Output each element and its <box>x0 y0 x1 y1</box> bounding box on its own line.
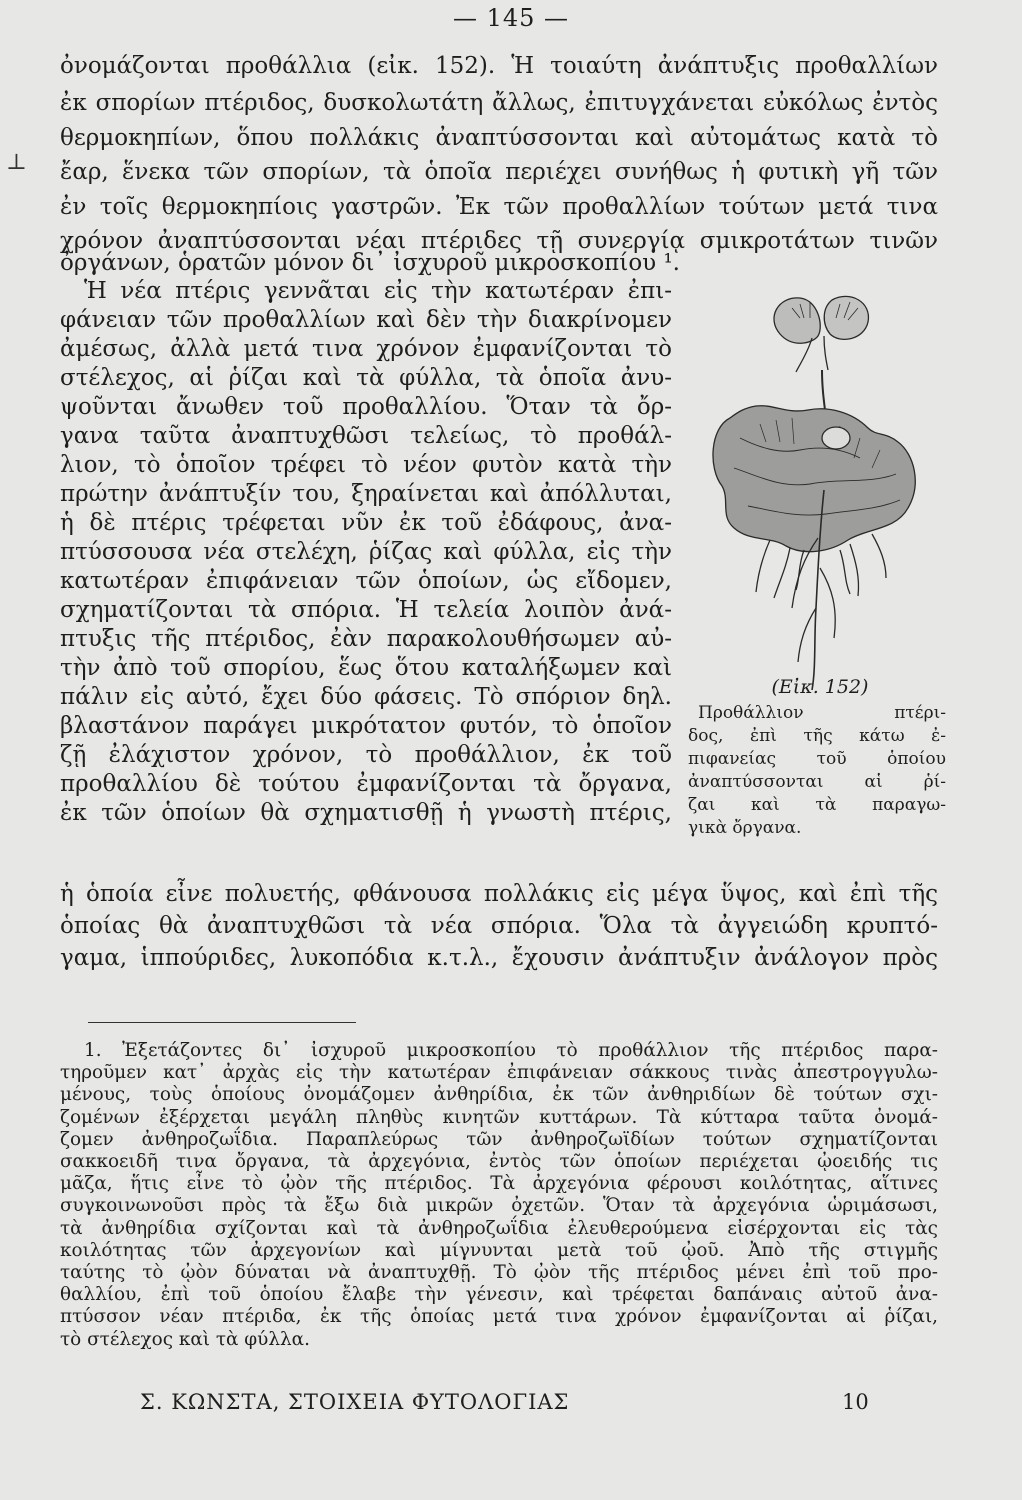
top-line: ὀργάνων, ὁρατῶν μόνον δι᾽ ἰσχυροῦ μικροσκοπίου ¹. <box>60 250 680 276</box>
caption-line: δος, ἐπὶ τῆς κάτω ἐ- <box>688 726 946 746</box>
figure-label: (Εἰκ. 152) <box>771 676 869 698</box>
column-line: ἐκ τῶν ὁποίων θὰ σχηματισθῇ ἡ γνωστὴ πτέρις, <box>60 800 672 826</box>
footnote-line: σακκοειδῆ τινα ὄργανα, τὰ ἀρχεγόνια, ἐντὸς τῶν ὁποίων περιέχεται ᾠοειδής τις <box>60 1151 938 1173</box>
prothallium-engraving <box>700 278 936 698</box>
footnote-line: ταύτης τὸ ᾠὸν δύναται νὰ ἀναπτυχθῇ. Τὸ ᾠὸν τῆς πτέριδος μένει ἐπὶ τοῦ προ- <box>60 1262 938 1284</box>
running-title: Σ. ΚΩΝΣΤΑ, ΣΤΟΙΧΕΙΑ ΦΥΤΟΛΟΓΙΑΣ <box>140 1390 570 1414</box>
footnote-line: μᾶζα, ἥτις εἶνε τὸ ᾠὸν τῆς πτέριδος. Τὰ ἀρχεγόνια φέρουσι κοιλότητας, αἵτινες <box>60 1173 938 1195</box>
bottom-line: ἡ ὁποία εἶνε πολυετής, φθάνουσα πολλάκις εἰς μέγα ὕψος, καὶ ἐπὶ τῆς <box>60 881 938 907</box>
column-line: κατωτέραν ἐπιφάνειαν τῶν ὁποίων, ὡς εἴδομεν, <box>60 568 672 594</box>
top-line: χρόνον ἀναπτύσσονται νέαι πτέριδες τῇ συνεργίᾳ σμικροτάτων τινῶν <box>60 228 938 254</box>
caption-line: ζαι καὶ τὰ παραγω- <box>688 795 946 815</box>
page-number: — 145 — <box>452 4 570 32</box>
footnote-line: ζομεν ἀνθηροζωΐδια. Παραπλεύρως τῶν ἀνθηροζωϊδίων τούτων σχηματίζονται <box>60 1128 938 1150</box>
column-line: πτύσσουσα νέα στελέχη, ῥίζας καὶ φύλλα, εἰς τὴν <box>60 539 672 565</box>
column-line: ἀμέσως, ἀλλὰ μετά τινα χρόνον ἐμφανίζονται τὸ <box>60 336 672 362</box>
footnote <box>60 1040 938 1351</box>
footnote-line: τὰ ἀνθηρίδια σχίζονται καὶ τὰ ἀνθηροζωΐδια ἐλευθερούμενα εἰσέρχονται εἰς τὰς <box>60 1217 938 1239</box>
footnote-line: κοιλότητας τῶν ἀρχεγονίων καὶ μίγνυνται μετὰ τοῦ ᾠοῦ. Ἀπὸ τῆς στιγμῆς <box>60 1239 938 1261</box>
caption-line: Προθάλλιον πτέρι- <box>698 703 946 723</box>
column-line: Ἡ νέα πτέρις γεννᾶται εἰς τὴν κατωτέραν ἐπι- <box>84 278 672 304</box>
top-line: ὀνομάζονται προθάλλια (εἰκ. 152). Ἡ τοιαύτη ἀνάπτυξις προθαλλίων <box>60 53 938 79</box>
column-line: ζῇ ἐλάχιστον χρόνον, τὸ προθάλλιον, ἐκ τοῦ <box>60 742 672 768</box>
footnote-line: 1. Ἐξετάζοντες δι᾽ ἰσχυροῦ μικροσκοπίου τὸ προθάλλιον τῆς πτέριδος παρα- <box>84 1040 938 1061</box>
column-line: φάνειαν τῶν προθαλλίων καὶ δὲν τὴν διακρίνομεν <box>60 307 672 333</box>
footnote-rule <box>88 1022 356 1023</box>
top-line: ἐν τοῖς θερμοκηπίοις γαστρῶν. Ἐκ τῶν προθαλλίων τούτων μετά τινα <box>60 194 938 220</box>
column-line: γανα ταῦτα ἀναπτυχθῶσι τελείως, τὸ προθάλ- <box>60 423 672 449</box>
left-column <box>60 277 672 828</box>
fern-prothallium-illustration <box>700 278 936 698</box>
bottom-line: γαμα, ἱππούριδες, λυκοπόδια κ.τ.λ., ἔχουσιν ἀνάπτυξιν ἀνάλογον πρὸς <box>60 945 938 971</box>
footnote-line: θαλλίου, ἐπὶ τοῦ ὁποίου ἔλαβε τὴν γένεσιν, καὶ τρέφεται δαπάναις αὐτοῦ ἀνα- <box>60 1284 938 1306</box>
column-line: σχηματίζονται τὰ σπόρια. Ἡ τελεία λοιπὸν ἀνά- <box>60 597 672 623</box>
column-line: πρώτην ἀνάπτυξίν του, ξηραίνεται καὶ ἀπόλλυται, <box>60 481 672 507</box>
bottom-line: ὁποίας θὰ ἀναπτυχθῶσι τὰ νέα σπόρια. Ὅλα τὰ ἀγγειώδη κρυπτό- <box>60 913 938 939</box>
column-line: ψοῦνται ἄνωθεν τοῦ προθαλλίου. Ὅταν τὰ ὄρ- <box>60 394 672 420</box>
caption-line: πιφανείας τοῦ ὁποίου <box>688 749 946 769</box>
footnote-line: τὸ στέλεχος καὶ τὰ φύλλα. <box>60 1328 310 1350</box>
figure-caption <box>688 702 946 840</box>
caption-line: γικὰ ὄργανα. <box>688 818 802 838</box>
sheet-number: 10 <box>842 1390 869 1414</box>
footnote-line: συγκοινωνοῦσι πρὸς τὰ ἔξω διὰ μικρῶν ὀχετῶν. Ὅταν τὰ ἀρχεγόνια ὡριμάσωσι, <box>60 1195 938 1217</box>
footnote-line: πτύσσον νέαν πτέριδα, ἐκ τῆς ὁποίας μετά τινα χρόνον ἐμφανίζονται αἱ ῥίζαι, <box>60 1306 938 1328</box>
column-line: πτυξις τῆς πτέριδος, ἐὰν παρακολουθήσωμεν αὐ- <box>60 626 672 652</box>
column-line: τὴν ἀπὸ τοῦ σπορίου, ἕως ὅτου καταλήξωμεν καὶ <box>60 655 672 681</box>
top-line: θερμοκηπίων, ὅπου πολλάκις ἀναπτύσσονται καὶ αὐτομάτως κατὰ τὸ <box>60 125 938 151</box>
margin-mark: ⊥ <box>6 150 27 175</box>
column-line: πάλιν εἰς αὐτό, ἔχει δύο φάσεις. Τὸ σπόριον δηλ. <box>60 684 672 710</box>
column-line: προθαλλίου δὲ τούτου ἐμφανίζονται τὰ ὄργανα, <box>60 771 672 797</box>
footnote-line: μένους, τοὺς ὁποίους ὀνομάζομεν ἀνθηρίδια, ἐκ τῶν ἀνθηριδίων δὲ τούτων σχι- <box>60 1084 938 1106</box>
caption-line: ἀναπτύσσονται αἱ ῥί- <box>688 772 946 792</box>
top-line: ἔαρ, ἕνεκα τῶν σπορίων, τὰ ὁποῖα περιέχει συνήθως ἡ φυτικὴ γῆ τῶν <box>60 159 938 185</box>
footnote-line: τηροῦμεν κατ᾽ ἀρχὰς εἰς τὴν κατωτέραν ἐπιφάνειαν σάκκους τινὰς ἀπεστρογγυλω- <box>60 1062 938 1084</box>
column-line: ἡ δὲ πτέρις τρέφεται νῦν ἐκ τοῦ ἐδάφους, ἀνα- <box>60 510 672 536</box>
column-line: βλαστάνον παράγει μικρότατον φυτόν, τὸ ὁποῖον <box>60 713 672 739</box>
column-line: λιον, τὸ ὁποῖον τρέφει τὸ νέον φυτὸν κατὰ τὴν <box>60 452 672 478</box>
footnote-line: ζομένων ἐξέρχεται μεγάλη πληθὺς κινητῶν κυττάρων. Τὰ κύτταρα ταῦτα ὀνομά- <box>60 1106 938 1128</box>
top-line: ἐκ σπορίων πτέριδος, δυσκολωτάτη ἄλλως, ἐπιτυγχάνεται εὐκόλως ἐντὸς <box>60 90 938 116</box>
column-line: στέλεχος, αἱ ῥίζαι καὶ τὰ φύλλα, τὰ ὁποῖα ἀνυ- <box>60 365 672 391</box>
